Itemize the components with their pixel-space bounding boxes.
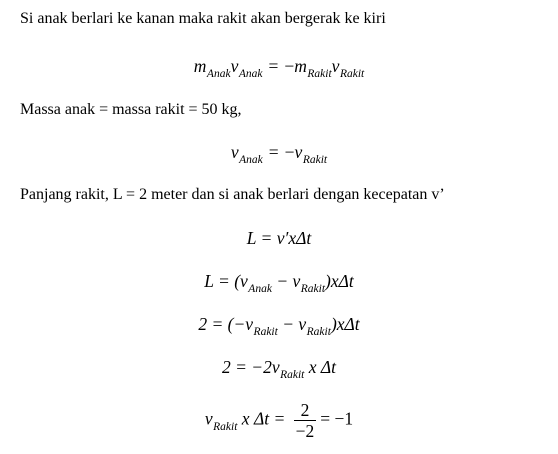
eq2-equals: = [268,142,279,162]
eq5-sub-rakit-2: Rakit [306,326,331,338]
eq4-sub-rakit: Rakit [300,283,326,295]
eq2-sub-anak: Anak [239,154,263,166]
eq2-sub-rakit: Rakit [302,154,328,166]
equation-substituted [0,314,558,338]
equation-result [0,400,558,441]
equation-relative [0,271,558,295]
equation-length: L = v′xΔt [246,228,312,248]
eq1-v2: v [331,56,340,76]
eq1-sub-rakit-2: Rakit [339,68,365,80]
eq5-mid: − v [277,314,307,334]
eq2-minus: − [284,142,295,162]
paragraph-intro: Si anak berlari ke kanan maka rakit akan bergerak ke kiri [20,10,386,27]
eq7-mid: x Δt = [237,408,290,429]
eq4-sub-anak: Anak [248,283,272,295]
eq6-post: x Δt [304,357,337,377]
eq2-v2: v [294,142,303,162]
eq6-pre: 2 = −2v [221,357,280,377]
eq4-pre: L = (v [204,271,248,291]
eq7-post: = −1 [320,408,354,429]
eq7-sub-rakit: Rakit [213,420,238,433]
eq1-equals: = [268,56,279,76]
eq1-v: v [230,56,239,76]
equation-momentum [0,56,558,80]
eq4-mid: − v [271,271,301,291]
equation-simplified [0,357,558,381]
eq1-m2: m [294,56,307,76]
eq4-post: )xΔt [325,271,354,291]
eq5-pre: 2 = (−v [198,314,254,334]
paragraph-mass: Massa anak = massa rakit = 50 kg, [20,101,242,118]
eq7-v: v [204,408,213,429]
fraction [294,400,317,441]
eq5-sub-rakit: Rakit [253,326,278,338]
paragraph-length: Panjang rakit, L = 2 meter dan si anak berlari dengan kecepatan v’ [20,186,445,203]
eq1-sub-anak-2: Anak [238,68,263,80]
eq1-sub-rakit: Rakit [307,68,332,80]
equation-velocity [0,142,558,166]
eq5-post: )xΔt [330,314,360,334]
fraction-denominator: −2 [295,421,315,441]
eq1-minus: − [284,56,295,76]
eq1-m: m [193,56,207,76]
eq2-v: v [230,142,239,162]
fraction-numerator: 2 [300,400,310,420]
eq1-sub-anak: Anak [206,68,231,80]
eq6-sub-rakit: Rakit [280,369,305,381]
